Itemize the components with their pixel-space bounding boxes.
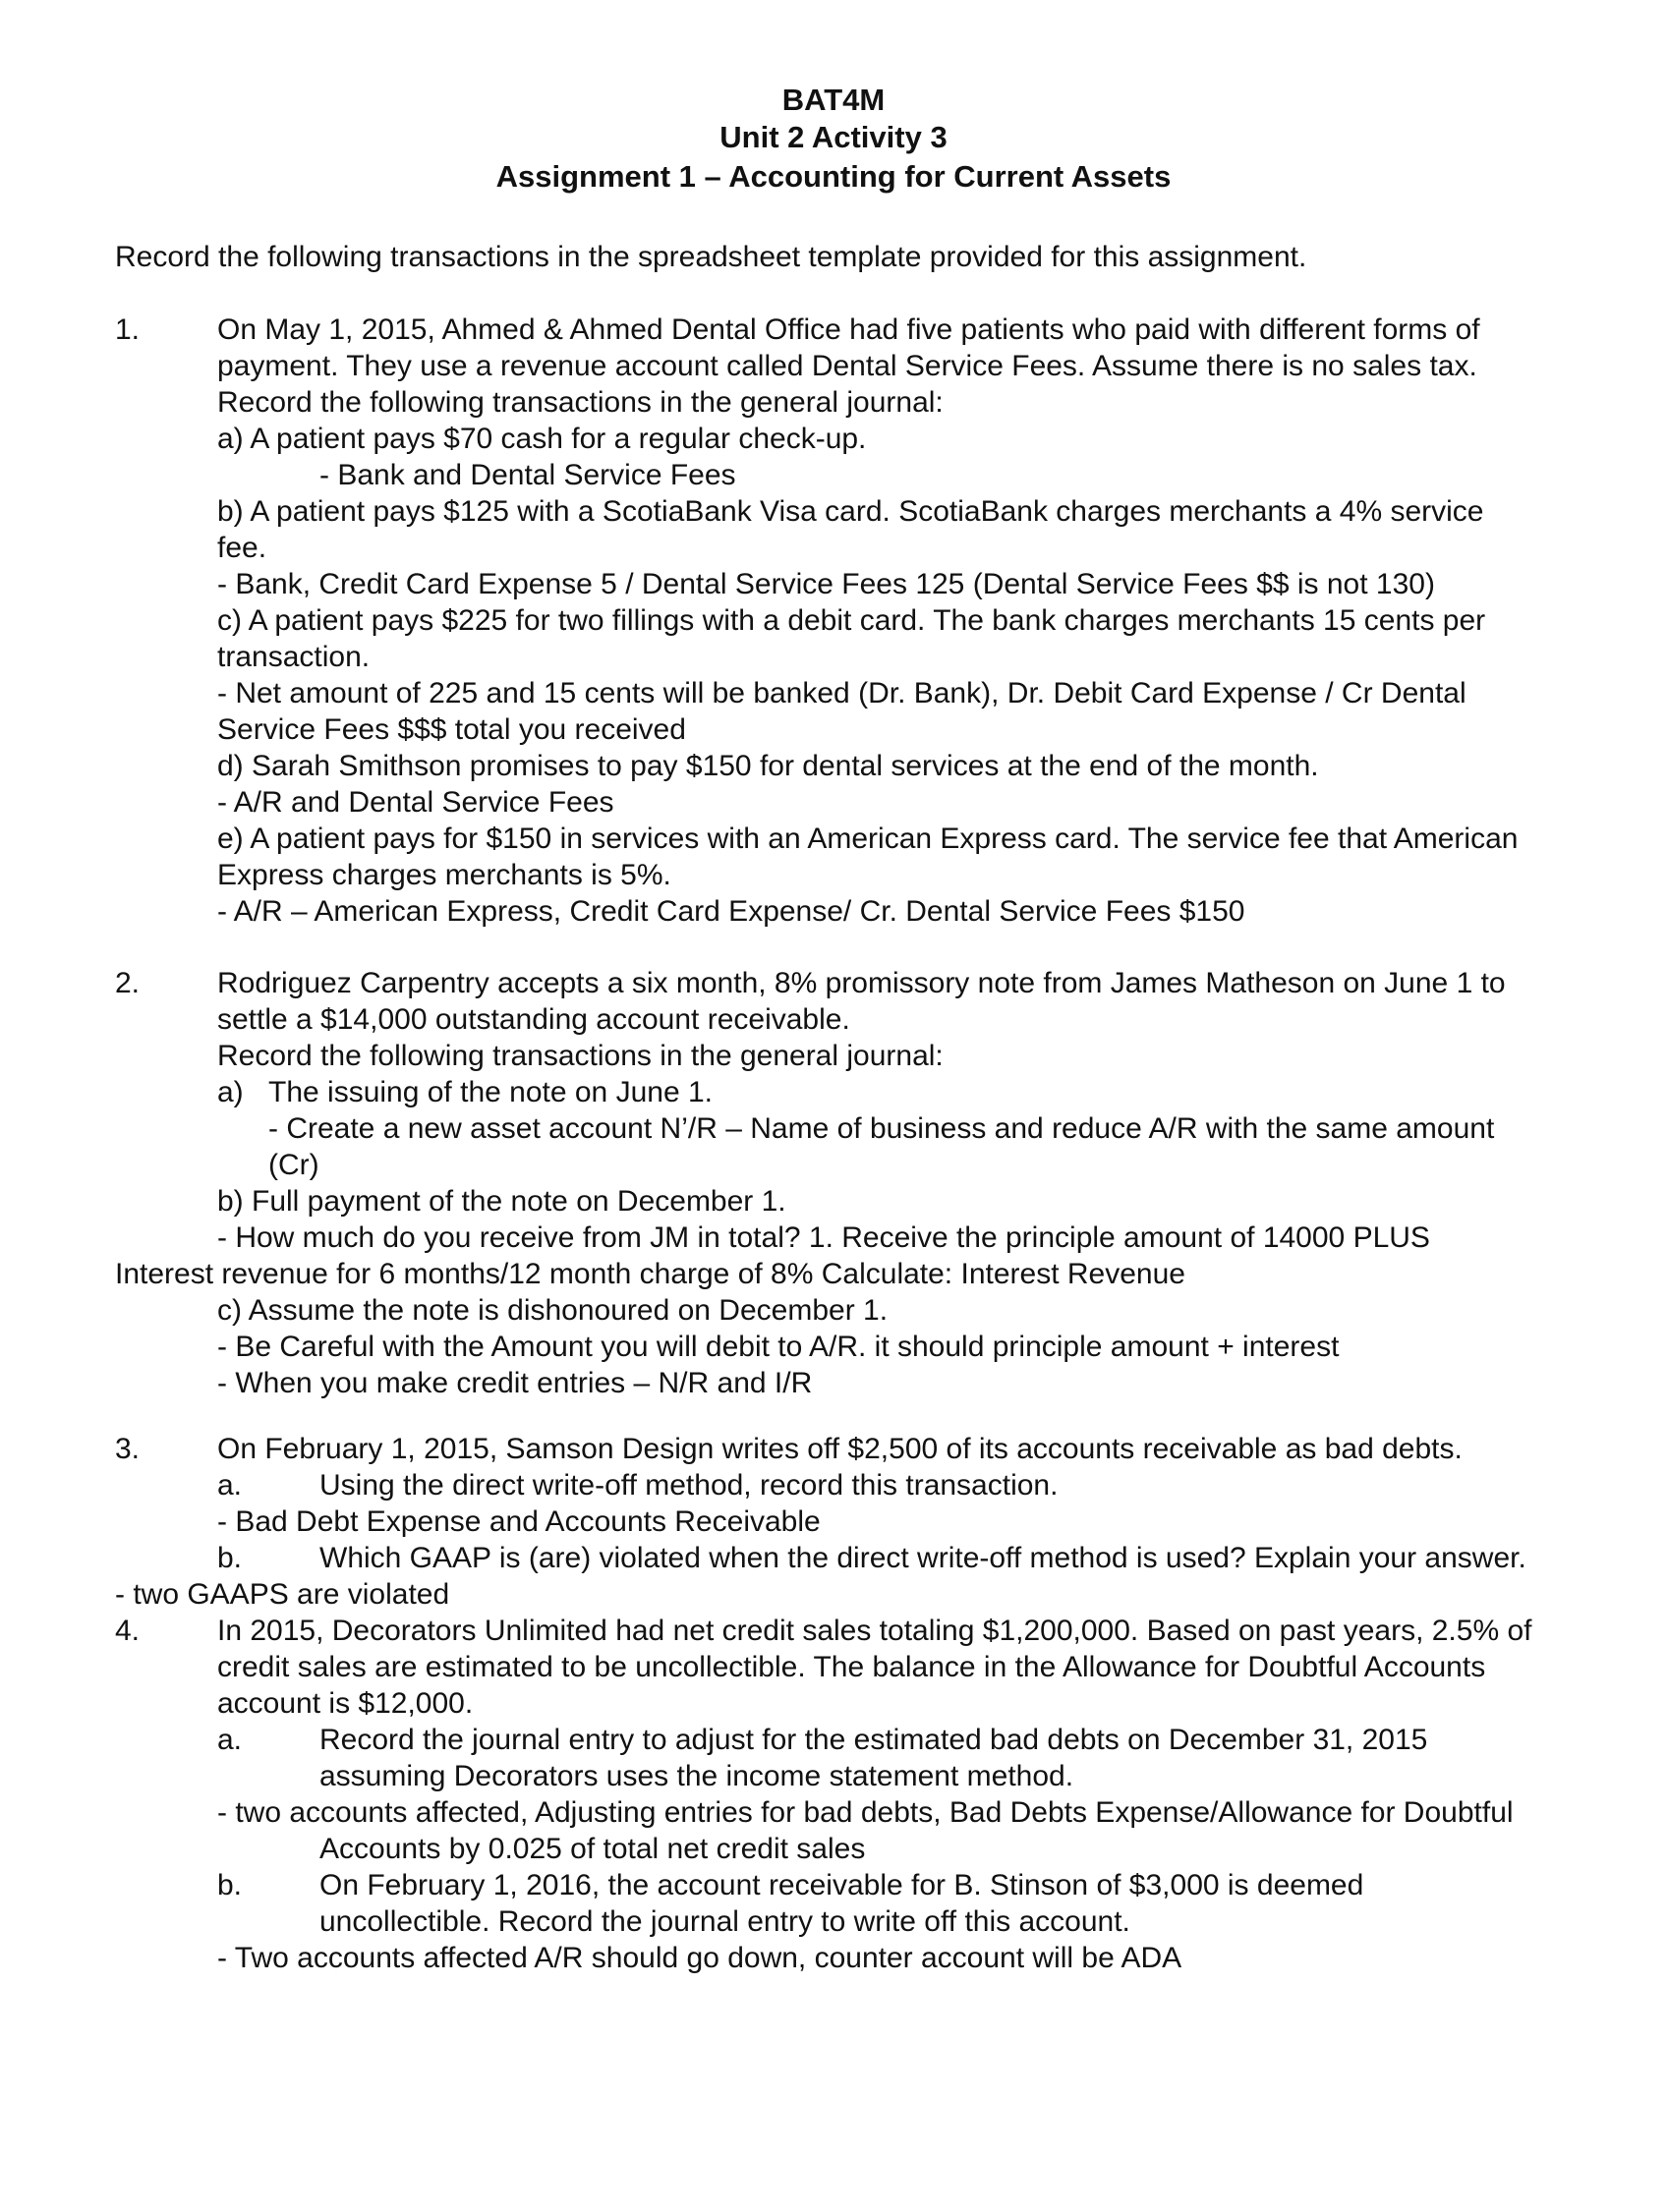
q2-line: - When you make credit entries – N/R and I/R: [217, 1367, 813, 1399]
q2-line: b) Full payment of the note on December 1.: [217, 1185, 786, 1218]
q4-item-label: b.: [217, 1869, 243, 1901]
q1-line: transaction.: [217, 641, 371, 673]
q4-line: account is $12,000.: [217, 1687, 474, 1720]
q2-line: - Be Careful with the Amount you will debit to A/R. it should principle amount + interest: [217, 1331, 1340, 1363]
q1-line: payment. They use a revenue account called Dental Service Fees. Assume there is no sales tax.: [217, 350, 1477, 382]
q1-line: On May 1, 2015, Ahmed & Ahmed Dental Office had five patients who paid with different forms of: [217, 313, 1480, 346]
q1-line: Service Fees $$$ total you received: [217, 713, 686, 746]
q3-number: 3.: [115, 1433, 141, 1465]
q2-line: settle a $14,000 outstanding account receivable.: [217, 1003, 850, 1036]
q1-line: fee.: [217, 532, 267, 564]
q4-line: In 2015, Decorators Unlimited had net credit sales totaling $1,200,000. Based on past years, 2.5% of: [217, 1615, 1532, 1647]
q2-number: 2.: [115, 967, 141, 999]
q4-line: credit sales are estimated to be uncollectible. The balance in the Allowance for Doubtful Accounts: [217, 1651, 1486, 1683]
q4-line: Record the journal entry to adjust for the estimated bad debts on December 31, 2015: [319, 1724, 1428, 1756]
q1-line: - Bank and Dental Service Fees: [319, 459, 736, 491]
q2-line: (Cr): [268, 1149, 319, 1181]
q3-line: On February 1, 2015, Samson Design writes off $2,500 of its accounts receivable as bad debts.: [217, 1433, 1463, 1465]
q3-line: Which GAAP is (are) violated when the direct write-off method is used? Explain your answer.: [319, 1542, 1526, 1574]
q1-line: - Bank, Credit Card Expense 5 / Dental Service Fees 125 (Dental Service Fees $$ is not 130): [217, 568, 1435, 600]
assignment-title: Assignment 1 – Accounting for Current Assets: [495, 159, 1172, 194]
q1-line: - A/R – American Express, Credit Card Expense/ Cr. Dental Service Fees $150: [217, 895, 1245, 928]
q2-item-label: a): [217, 1076, 244, 1108]
q2-line: - How much do you receive from JM in total? 1. Receive the principle amount of 14000 PLUS: [217, 1221, 1430, 1254]
q1-line: d) Sarah Smithson promises to pay $150 for dental services at the end of the month.: [217, 750, 1319, 782]
q2-line: Rodriguez Carpentry accepts a six month, 8% promissory note from James Matheson on June 1 to: [217, 967, 1506, 999]
q3-line: Using the direct write-off method, record this transaction.: [319, 1469, 1059, 1502]
q1-number: 1.: [115, 313, 141, 346]
q1-line: - Net amount of 225 and 15 cents will be banked (Dr. Bank), Dr. Debit Card Expense / Cr Dental: [217, 677, 1466, 709]
q4-item-label: a.: [217, 1724, 243, 1756]
q4-line: - Two accounts affected A/R should go down, counter account will be ADA: [217, 1942, 1182, 1974]
q4-number: 4.: [115, 1615, 141, 1647]
q3-item-label: a.: [217, 1469, 243, 1502]
q1-line: e) A patient pays for $150 in services with an American Express card. The service fee that American: [217, 822, 1519, 855]
q3-line: - two GAAPS are violated: [115, 1578, 450, 1611]
course-code: BAT4M: [781, 83, 886, 117]
q3-item-label: b.: [217, 1542, 243, 1574]
q4-line: uncollectible. Record the journal entry to write off this account.: [319, 1905, 1130, 1938]
q1-line: Express charges merchants is 5%.: [217, 859, 671, 891]
q2-line: c) Assume the note is dishonoured on December 1.: [217, 1294, 889, 1327]
unit-title: Unit 2 Activity 3: [719, 120, 948, 154]
q4-line: Accounts by 0.025 of total net credit sales: [319, 1833, 866, 1865]
q4-line: On February 1, 2016, the account receivable for B. Stinson of $3,000 is deemed: [319, 1869, 1364, 1901]
q1-line: Record the following transactions in the general journal:: [217, 386, 944, 419]
q4-line: assuming Decorators uses the income statement method.: [319, 1760, 1074, 1792]
q2-line: The issuing of the note on June 1.: [268, 1076, 713, 1108]
q4-line: - two accounts affected, Adjusting entries for bad debts, Bad Debts Expense/Allowance for Doubtful: [217, 1796, 1514, 1829]
q2-line: Record the following transactions in the general journal:: [217, 1040, 944, 1072]
q1-line: b) A patient pays $125 with a ScotiaBank Visa card. ScotiaBank charges merchants a 4% service: [217, 495, 1484, 528]
q1-line: - A/R and Dental Service Fees: [217, 786, 614, 819]
intro-text: Record the following transactions in the spreadsheet template provided for this assignment.: [115, 241, 1307, 273]
q3-line: - Bad Debt Expense and Accounts Receivable: [217, 1505, 821, 1538]
q2-line: Interest revenue for 6 months/12 month charge of 8% Calculate: Interest Revenue: [115, 1258, 1185, 1290]
q1-line: c) A patient pays $225 for two fillings with a debit card. The bank charges merchants 15 cents per: [217, 604, 1486, 637]
q2-line: - Create a new asset account N’/R – Name of business and reduce A/R with the same amount: [268, 1112, 1495, 1145]
q1-line: a) A patient pays $70 cash for a regular check-up.: [217, 423, 867, 455]
